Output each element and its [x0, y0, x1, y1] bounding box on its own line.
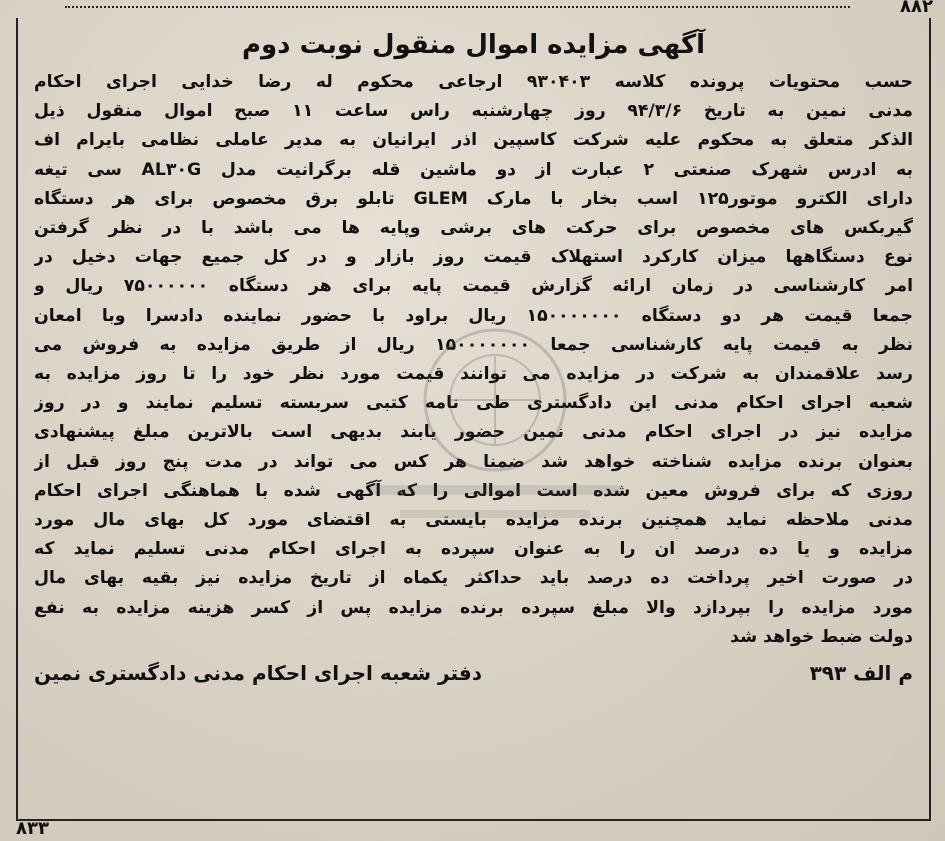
notice-title: آگهی مزایده اموال منقول نوبت دوم	[241, 30, 706, 60]
top-page-number: ۸۸۲	[900, 0, 933, 17]
body-line: نوع دستگاهها میزان کارکرد استهلاک قیمت روز بازار و در کل جمیع جهات دخیل در	[34, 247, 913, 268]
notice-footer	[34, 658, 913, 688]
body-line: روزی که برای فروش معین شده است اموالی را که آگهی شده با هماهنگی اجرای احکام	[34, 480, 913, 501]
notice-code: م الف ۳۹۳	[809, 661, 913, 686]
notice-body	[34, 68, 913, 652]
body-line: بعنوان برنده مزایده شناخته خواهد شد ضمنا هر کس می تواند در مدت پنج روز قبل از	[34, 451, 913, 472]
top-dotted-rule	[65, 6, 850, 8]
body-line: حسب محتویات پرونده کلاسه ۹۳۰۴۰۳ ارجاعی محکوم له رضا خدایی اجرای احکام	[34, 72, 913, 92]
body-line: رسد علاقمندان به شرکت در مزایده می توانند قیمت مورد نظر خود را تا روز مزایده به	[34, 364, 913, 385]
body-line: مزایده و یا ده درصد ان را به عنوان سپرده به اجرای احکام مدنی تسلیم نماید که	[34, 539, 913, 560]
body-line: نظر به قیمت پایه کارشناسی جمعا ۱۵۰۰۰۰۰۰۰ ریال از طریق مزایده به فروش می	[34, 334, 913, 355]
body-line: مدنی نمین به تاریخ ۹۴/۳/۶ روز چهارشنبه راس ساعت ۱۱ صبح اموال منقول ذیل	[34, 101, 913, 122]
body-line: گیربکس های مخصوص برای حرکت های برشی وپایه ها می باشد با در نظر گرفتن	[34, 218, 913, 239]
body-line: امر کارشناسی در زمان ارائه گزارش قیمت پایه برای هر دستگاه ۷۵۰۰۰۰۰۰ ریال و	[34, 276, 913, 297]
body-line: جمعا قیمت هر دو دستگاه ۱۵۰۰۰۰۰۰۰ ریال براود با حضور نماینده دادسرا وبا امعان	[34, 305, 913, 326]
bottom-page-number: ۸۳۳	[16, 818, 49, 839]
body-line: الذکر متعلق به محکوم علیه شرکت کاسپین اذر ایرانیان به مدیر عاملی نظامی بایرام اف	[34, 130, 913, 151]
body-line: مزایده نیز در اجرای احکام مدنی نمین حضور یابند بدیهی است بالاترین مبلغ پیشنهادی	[34, 422, 913, 443]
body-line: دولت ضبط خواهد شد	[730, 626, 913, 647]
body-line: در صورت اخیر پرداخت ده درصد باید حداکثر یکماه از تاریخ مزایده نیز بقیه بهای مال	[34, 568, 913, 589]
body-line: مورد مزایده را بپردازد والا مبلغ سپرده برنده مزایده پس از کسر هزینه مزایده به نفع	[34, 597, 913, 618]
body-line: به ادرس شهرک صنعتی ۲ عبارت از دو ماشین قله برگرانیت مدل AL۳۰G سی تیغه	[34, 159, 913, 180]
body-line: شعبه اجرای احکام مدنی این دادگستری طی نامه کتبی سربسته تسلیم نمایند و در روز	[34, 393, 913, 414]
notice-frame	[16, 18, 931, 821]
body-line: دارای الکترو موتور۱۲۵ اسب بخار با مارک GLEM تابلو برق مخصوص برای هر دستگاه	[34, 188, 913, 209]
body-line: مدنی ملاحظه نماید همچنین برنده مزایده بایستی به اقتضای مورد کل بهای مال مورد	[34, 510, 913, 531]
issuing-office: دفتر شعبه اجرای احکام مدنی دادگستری نمین	[34, 661, 483, 686]
